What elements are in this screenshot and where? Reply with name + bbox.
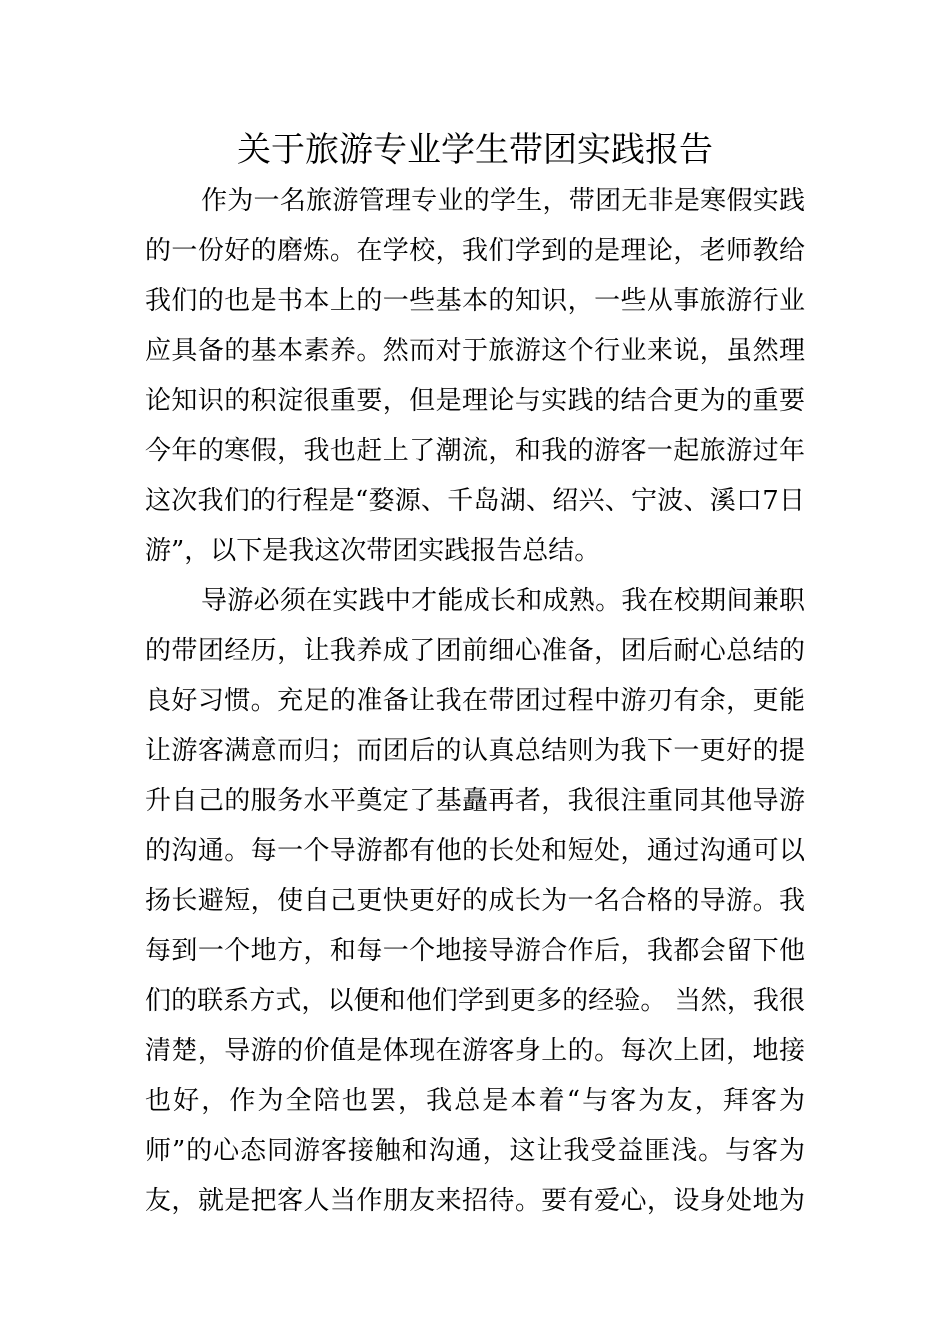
paragraph-line: 师”的心态同游客接触和沟通，这让我受益匪浅。与客为	[145, 1136, 805, 1166]
paragraph-line: 今年的寒假，我也赶上了潮流，和我的游客一起旅游过年	[145, 436, 805, 466]
paragraph-line: 们的联系方式，以便和他们学到更多的经验。 当然，我很	[145, 986, 805, 1016]
paragraph-line: 让游客满意而归；而团后的认真总结则为我下一更好的提	[145, 736, 805, 766]
paragraph-line: 良好习惯。充足的准备让我在带团过程中游刃有余，更能	[145, 686, 805, 716]
paragraph-line: 每到一个地方，和每一个地接导游合作后，我都会留下他	[145, 936, 805, 966]
paragraph-line: 论知识的积淀很重要，但是理论与实践的结合更为的重要	[145, 386, 805, 416]
paragraph-line: 的带团经历，让我养成了团前细心准备，团后耐心总结的	[145, 636, 805, 666]
paragraph-line: 作为一名旅游管理专业的学生，带团无非是寒假实践	[201, 186, 805, 216]
paragraph-line: 升自己的服务水平奠定了基矗再者，我很注重同其他导游	[145, 786, 805, 816]
paragraph-line: 的沟通。每一个导游都有他的长处和短处，通过沟通可以	[145, 836, 805, 866]
paragraph-line: 应具备的基本素养。然而对于旅游这个行业来说，虽然理	[145, 336, 805, 366]
paragraph-line: 的一份好的磨炼。在学校，我们学到的是理论，老师教给	[145, 236, 805, 266]
paragraph-line: 扬长避短，使自己更快更好的成长为一名合格的导游。我	[145, 886, 805, 916]
paragraph-line: 导游必须在实践中才能成长和成熟。我在校期间兼职	[201, 586, 805, 616]
paragraph-line: 清楚，导游的价值是体现在游客身上的。每次上团，地接	[145, 1036, 805, 1066]
paragraph-line: 友，就是把客人当作朋友来招待。要有爱心，设身处地为	[145, 1186, 805, 1216]
paragraph-line: 这次我们的行程是“婺源、千岛湖、绍兴、宁波、溪口7日	[145, 486, 805, 516]
document-title: 关于旅游专业学生带团实践报告	[237, 130, 713, 170]
paragraph-line: 我们的也是书本上的一些基本的知识，一些从事旅游行业	[145, 286, 805, 316]
paragraph-line: 游”，以下是我这次带团实践报告总结。	[145, 536, 601, 566]
paragraph-line: 也好，作为全陪也罢，我总是本着“与客为友，拜客为	[145, 1086, 805, 1116]
